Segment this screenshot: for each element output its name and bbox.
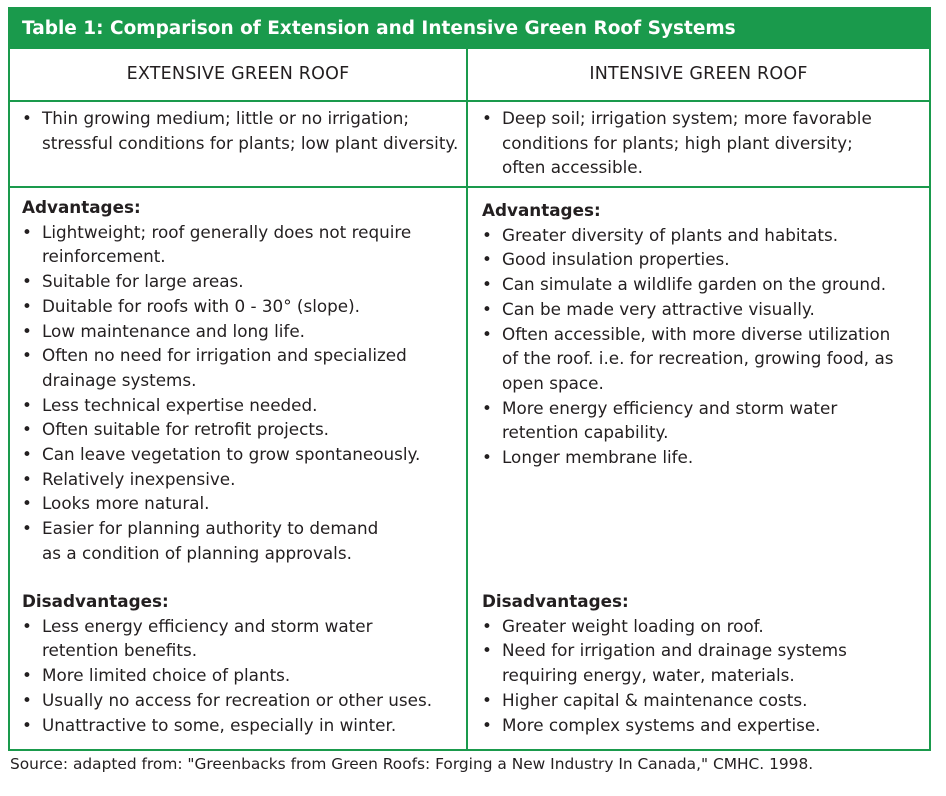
list-item-text-line: Good insulation properties. [502,249,730,270]
bullet-icon: • [22,714,32,735]
list-item-text-line: Higher capital & maintenance costs. [502,689,808,710]
list-item-text-line: Often suitable for retrofit projects. [42,419,330,440]
bullet-icon: • [482,323,492,344]
list-item-text-line: Usually no access for recreation or other uses. [42,689,433,710]
list-item-text-line: of the roof. i.e. for recreation, growing food, as [502,348,894,369]
bullet-icon: • [22,295,32,316]
list-item [482,297,922,322]
list-item [482,272,922,297]
list-item [22,442,462,467]
list-item-text-line: Unattractive to some, especially in winter. [42,714,397,735]
list-item [22,614,462,663]
list-item [482,713,922,738]
list-item [482,396,922,445]
advantages-label: Advantages: [22,197,141,217]
list-item-text-line: Thin growing medium; little or no irrigation; [42,108,410,128]
bullet-icon: • [22,320,32,341]
list-item [22,516,462,565]
bullet-icon: • [22,221,32,242]
bullet-icon: • [22,518,32,539]
list-item [22,294,462,319]
intensive-disadvantages [482,589,922,737]
list-item-text-line: Can simulate a wildlife garden on the ground. [502,274,887,295]
list-item-text-line: Suitable for large areas. [42,271,244,292]
column-divider [466,49,468,749]
list-item-text-line: Less energy efficiency and storm water [42,615,373,636]
list-item-text-line: retention capability. [502,422,669,443]
list-item-text-line: Greater diversity of plants and habitats. [502,224,839,245]
bullet-icon: • [22,665,32,686]
list-item-text-line: More complex systems and expertise. [502,714,821,735]
table-title: Table 1: Comparison of Extension and Intensive Green Roof Systems [10,9,929,49]
disadvantages-label: Disadvantages: [482,591,629,611]
bullet-icon: • [22,468,32,489]
list-item [22,713,462,738]
source-citation: Source: adapted from: "Greenbacks from Green Roofs: Forging a New Industry In Canada," CMHC. 1998. [10,755,814,773]
list-item [22,343,462,392]
list-item [22,269,462,294]
list-item [22,393,462,418]
list-item-text-line: Less technical expertise needed. [42,394,318,415]
list-item [22,491,462,516]
list-item-text-line: reinforcement. [42,246,166,267]
header-row-divider [10,100,929,102]
list-item-text-line: drainage systems. [42,369,197,390]
list-item-text-line: Often accessible, with more diverse utilization [502,323,891,344]
bullet-icon: • [22,419,32,440]
bullet-icon: • [482,224,492,245]
bullet-icon: • [482,714,492,735]
list-item [482,223,922,248]
bullet-icon: • [482,640,492,661]
list-item [482,688,922,713]
list-item [22,106,462,155]
bullet-icon: • [482,447,492,468]
list-item-text-line: Longer membrane life. [502,447,694,468]
bullet-icon: • [482,274,492,295]
extensive-column-header: EXTENSIVE GREEN ROOF [126,64,350,84]
advantages-label: Advantages: [482,200,601,220]
bullet-icon: • [22,108,32,128]
list-item-text-line: stressful conditions for plants; low plant diversity. [42,132,459,153]
list-item-text-line: Lightweight; roof generally does not require [42,221,412,242]
intensive-column-header: INTENSIVE GREEN ROOF [589,64,808,84]
list-item [22,319,462,344]
comparison-table [8,7,931,751]
list-item-text-line: More energy efficiency and storm water [502,397,838,418]
list-item-text-line: Duitable for roofs with 0 - 30° (slope). [42,295,361,316]
list-item [482,322,922,396]
bullet-icon: • [22,345,32,366]
list-item [22,688,462,713]
bullet-icon: • [22,444,32,465]
description-row-divider [10,186,929,188]
list-item-text-line: Relatively inexpensive. [42,468,236,489]
list-item [22,663,462,688]
bullet-icon: • [482,689,492,710]
disadvantages-label: Disadvantages: [22,591,169,611]
list-item-text-line: often accessible. [502,157,643,178]
list-item-text-line: Often no need for irrigation and specialized [42,345,407,366]
list-item-text-line: requiring energy, water, materials. [502,665,795,686]
list-item-text-line: More limited choice of plants. [42,665,291,686]
list-item-text-line: Need for irrigation and drainage systems [502,640,847,661]
list-item [22,417,462,442]
list-item-text-line: Greater weight loading on roof. [502,615,764,636]
list-item-text-line: retention benefits. [42,640,198,661]
list-item [22,467,462,492]
list-item-text-line: conditions for plants; high plant diversity; [502,132,853,153]
list-item-text-line: Can be made very attractive visually. [502,298,815,319]
bullet-icon: • [482,397,492,418]
list-item-text-line: Looks more natural. [42,493,210,514]
bullet-icon: • [22,689,32,710]
extensive-advantages [22,195,462,566]
bullet-icon: • [22,615,32,636]
bullet-icon: • [482,249,492,270]
list-item-text-line: as a condition of planning approvals. [42,542,352,563]
bullet-icon: • [22,394,32,415]
list-item-text-line: Low maintenance and long life. [42,320,306,341]
bullet-icon: • [482,108,492,128]
list-item-text-line: Deep soil; irrigation system; more favorable [502,108,872,128]
bullet-icon: • [22,493,32,514]
list-item-text-line: open space. [502,372,604,393]
intensive-description [482,106,922,180]
intensive-advantages [482,198,922,470]
list-item [482,445,922,470]
list-item [482,614,922,639]
bullet-icon: • [482,615,492,636]
extensive-disadvantages [22,589,462,737]
bullet-icon: • [22,271,32,292]
list-item [22,220,462,269]
extensive-description [22,106,462,155]
list-item-text-line: Can leave vegetation to grow spontaneously. [42,444,421,465]
bullet-icon: • [482,298,492,319]
list-item [482,638,922,687]
list-item [482,106,922,180]
list-item [482,247,922,272]
list-item-text-line: Easier for planning authority to demand [42,518,379,539]
